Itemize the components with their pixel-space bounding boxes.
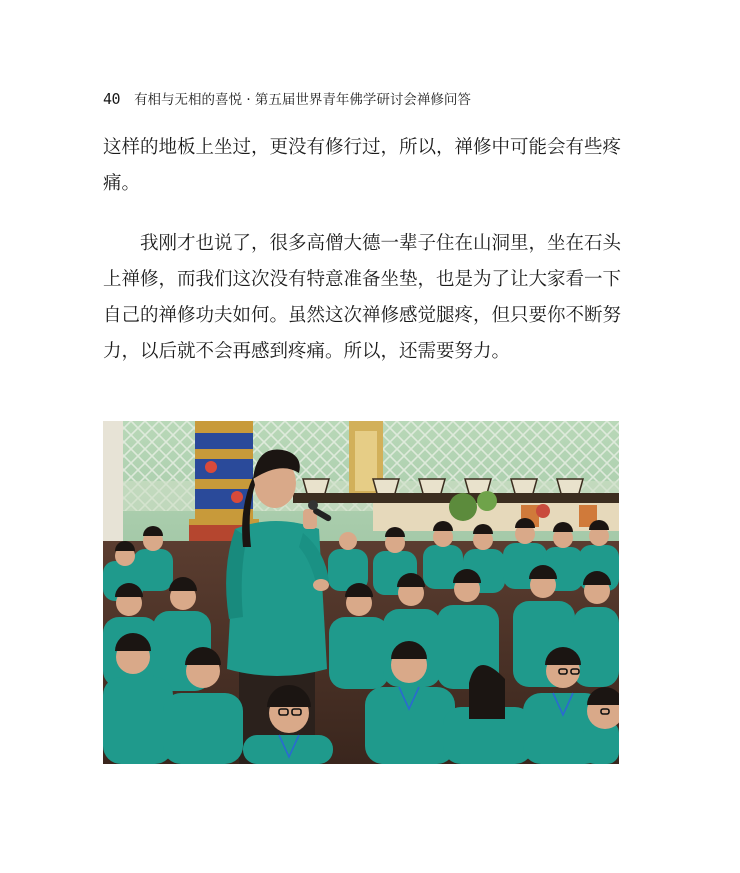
book-title: 有相与无相的喜悦 · 第五届世界青年佛学研讨会禅修问答 bbox=[134, 92, 471, 108]
running-header bbox=[103, 88, 623, 108]
photo-illustration bbox=[103, 421, 619, 764]
page-number: 40 bbox=[103, 90, 121, 108]
paragraph-2: 我刚才也说了，很多高僧大德一辈子住在山洞里，坐在石头上禅修，而我们这次没有特意准备坐垫，也是为了让大家看一下自己的禅修功夫如何。虽然这次禅修感觉腿疼，但只要你不断努力，以后就不会再感到疼痛。所以，还需要努力。 bbox=[103, 233, 622, 362]
meditation-hall-photo bbox=[103, 421, 619, 764]
paragraph-1: 这样的地板上坐过，更没有修行过，所以，禅修中可能会有些疼痛。 bbox=[103, 137, 622, 194]
